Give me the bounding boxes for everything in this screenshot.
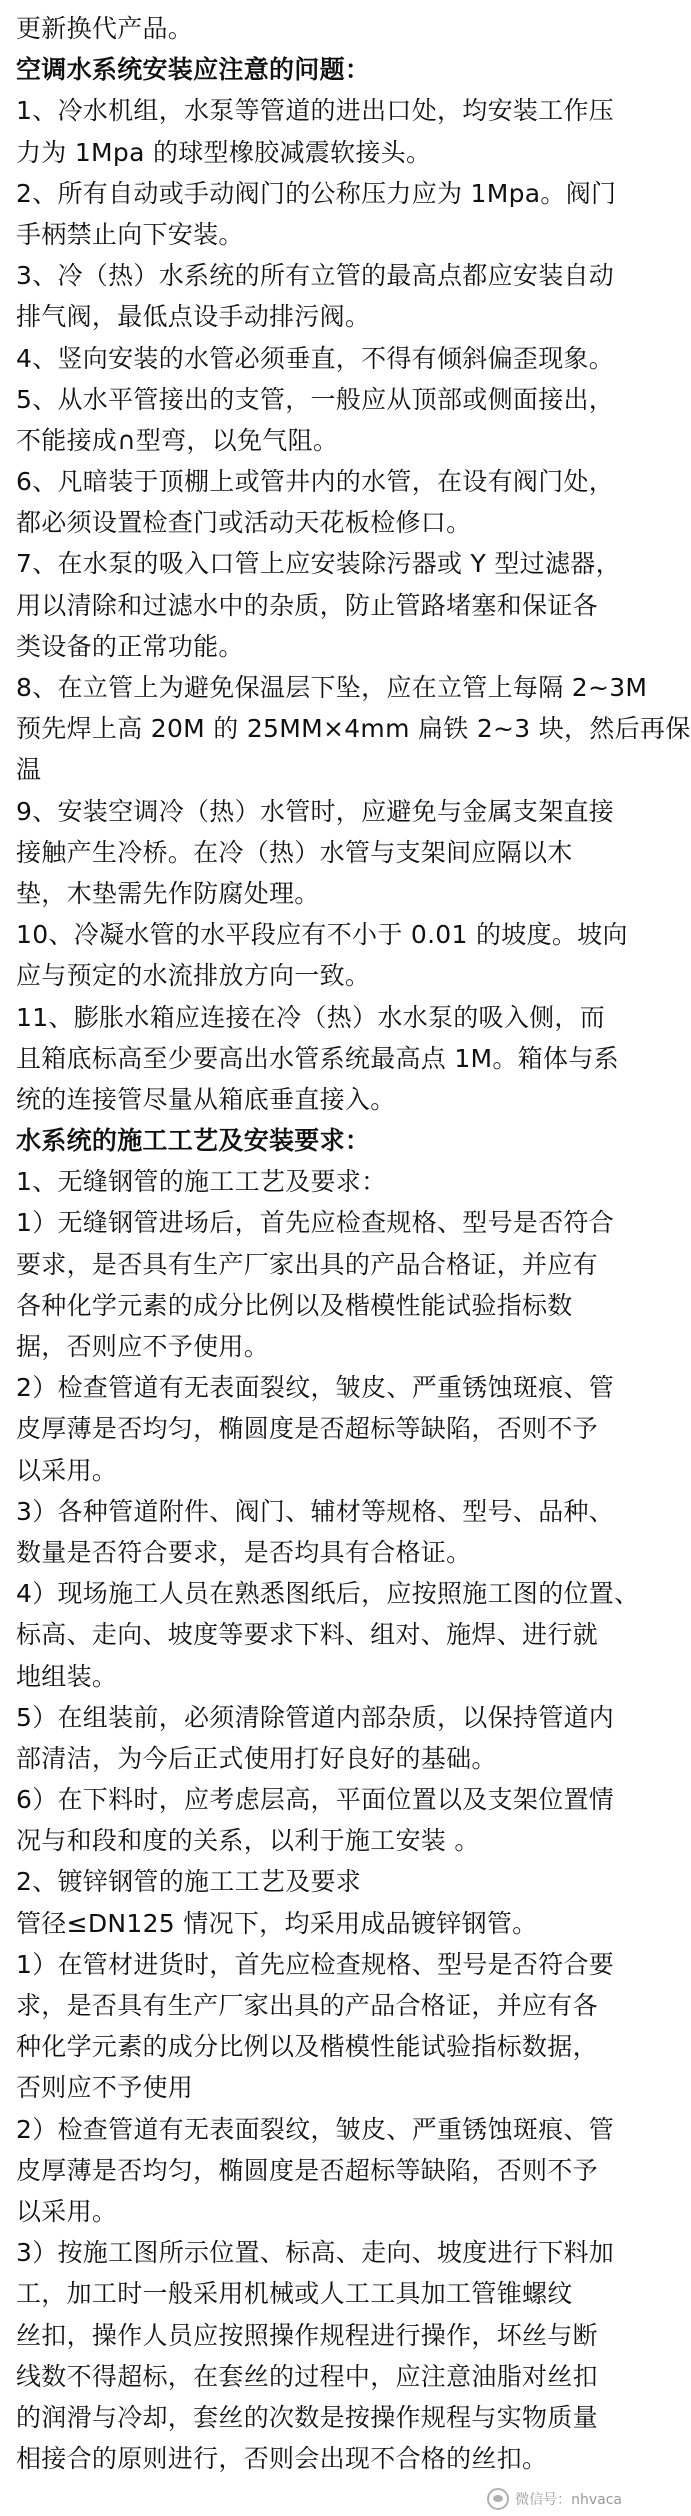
text-line: 种化学元素的成分比例以及楷模性能试验指标数据， [16,2032,598,2062]
document-body [16,8,691,2479]
text-line: 线数不得超标，在套丝的过程中，应注意油脂对丝扣 [16,2361,598,2391]
text-line: 1、冷水机组，水泵等管道的进出口处，均安装工作压 [16,96,615,126]
text-line: 皮厚薄是否均匀，椭圆度是否超标等缺陷，否则不予 [16,2155,598,2185]
text-line: 3）按施工图所示位置、标高、走向、坡度进行下料加 [16,2238,615,2268]
text-line: 2、所有自动或手动阀门的公称压力应为 1Mpa。阀门 [16,178,617,208]
text-line: 更新换代产品。 [16,14,194,43]
text-line: 以采用。 [16,1455,118,1485]
text-line: 5、从水平管接出的支管，一般应从顶部或侧面接出， [16,384,615,414]
section-heading: 水系统的施工工艺及安装要求： [16,1126,371,1156]
text-line: 9、安装空调冷（热）水管时，应避免与金属支架直接 [16,796,615,826]
text-line: 且箱底标高至少要高出水管系统最高点 1M。箱体与系 [16,1043,619,1073]
text-line: 2）检查管道有无表面裂纹，皱皮、严重锈蚀斑痕、管 [16,1373,615,1403]
text-line: 标高、走向、坡度等要求下料、组对、施焊、进行就 [16,1620,598,1650]
text-line: 2、镀锌钢管的施工工艺及要求 [16,1867,362,1897]
text-line: 1）无缝钢管进场后，首先应检查规格、型号是否符合 [16,1208,615,1238]
text-line: 以采用。 [16,2196,118,2226]
text-line: 排气阀，最低点设手动排污阀。 [16,302,371,332]
text-line: 3）各种管道附件、阀门、辅材等规格、型号、品种、 [16,1496,615,1526]
text-line: 相接合的原则进行，否则会出现不合格的丝扣。 [16,2444,548,2474]
watermark [487,2488,622,2510]
text-line: 1、无缝钢管的施工工艺及要求： [16,1167,387,1197]
text-line: 不能接成∩型弯，以免气阻。 [16,425,339,455]
text-line: 类设备的正常功能。 [16,631,244,661]
text-line: 温 [16,755,42,785]
text-line: 4、竖向安装的水管必须垂直，不得有倾斜偏歪现象。 [16,343,615,373]
text-line: 垫，木垫需先作防腐处理。 [16,878,320,908]
text-line: 况与和段和度的关系，以利于施工安装 。 [16,1826,480,1856]
text-line: 接触产生冷桥。在冷（热）水管与支架间应隔以木 [16,837,573,867]
text-line: 1）在管材进货时，首先应检查规格、型号是否符合要 [16,1949,615,1979]
text-line: 应与预定的水流排放方向一致。 [16,961,371,991]
text-line: 4）现场施工人员在熟悉图纸后，应按照施工图的位置、 [16,1579,640,1609]
text-line: 否则应不予使用 [16,2073,194,2103]
text-line: 10、冷凝水管的水平段应有不小于 0.01 的坡度。坡向 [16,920,628,950]
text-line: 的润滑与冷却，套丝的次数是按操作规程与实物质量 [16,2402,598,2432]
section-heading: 空调水系统安装应注意的问题： [16,55,371,85]
text-line: 地组装。 [16,1661,118,1691]
text-line: 7、在水泵的吸入口管上应安装除污器或 Y 型过滤器， [16,549,621,579]
text-line: 皮厚薄是否均匀，椭圆度是否超标等缺陷，否则不予 [16,1414,598,1444]
text-line: 5）在组装前，必须清除管道内部杂质，以保持管道内 [16,1702,615,1732]
text-line: 丝扣，操作人员应按照操作规程进行操作，坏丝与断 [16,2320,598,2350]
text-line: 6）在下料时，应考虑层高，平面位置以及支架位置情 [16,1785,615,1815]
text-line: 求，是否具有生产厂家出具的产品合格证，并应有各 [16,1991,598,2020]
text-line: 要求，是否具有生产厂家出具的产品合格证，并应有 [16,1249,598,1279]
text-line: 2）检查管道有无表面裂纹，皱皮、严重锈蚀斑痕、管 [16,2114,615,2144]
text-line: 手柄禁止向下安装。 [16,219,244,249]
text-line: 数量是否符合要求，是否均具有合格证。 [16,1537,472,1567]
watermark-text: 微信号：nhvaca [515,2492,622,2508]
text-line: 都必须设置检查门或活动天花板检修口。 [16,508,472,538]
text-line: 部清洁，为今后正式使用打好良好的基础。 [16,1743,497,1773]
text-line: 管径≤DN125 情况下，均采用成品镀锌钢管。 [16,1908,538,1938]
text-line: 用以清除和过滤水中的杂质，防止管路堵塞和保证各 [16,590,598,620]
wechat-icon [487,2488,509,2510]
text-line: 8、在立管上为避免保温层下坠，应在立管上每隔 2~3M [16,673,648,702]
text-line: 3、冷（热）水系统的所有立管的最高点都应安装自动 [16,261,615,291]
text-line: 预先焊上高 20M 的 25MM×4mm 扁铁 2~3 块，然后再保 [16,714,691,744]
text-line: 各种化学元素的成分比例以及楷模性能试验指标数 [16,1290,573,1320]
text-line: 6、凡暗装于顶棚上或管井内的水管，在设有阀门处， [16,467,615,497]
text-line: 据，否则应不予使用。 [16,1332,270,1361]
text-line: 力为 1Mpa 的球型橡胶减震软接头。 [16,137,432,167]
text-line: 工，加工时一般采用机械或人工工具加工管锥螺纹 [16,2279,573,2309]
text-line: 统的连接管尽量从箱底垂直接入。 [16,1084,396,1114]
text-line: 11、膨胀水箱应连接在冷（热）水水泵的吸入侧，而 [16,1002,606,1032]
